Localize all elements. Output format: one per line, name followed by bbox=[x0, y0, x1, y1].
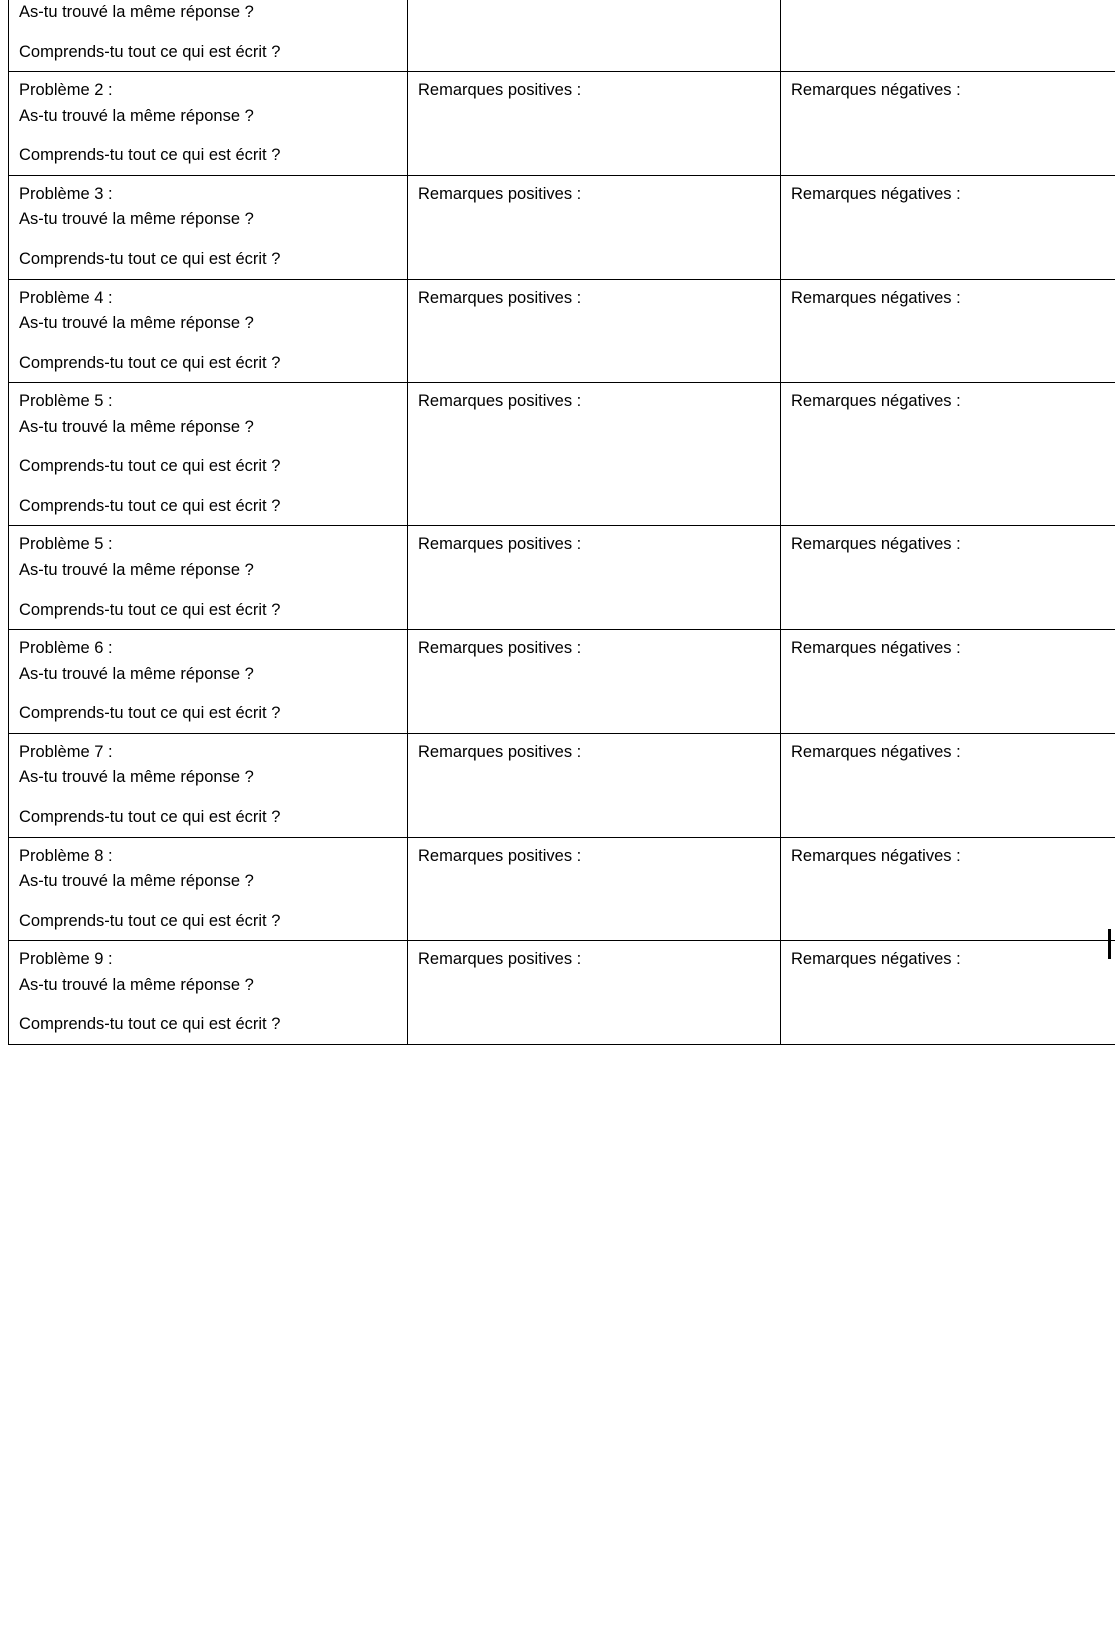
problem-line-understand: Comprends-tu tout ce qui est écrit ? bbox=[19, 457, 281, 476]
negative-remarks-cell[interactable] bbox=[781, 0, 1115, 72]
spacer bbox=[19, 337, 397, 351]
negative-remarks-label: Remarques négatives : bbox=[791, 950, 961, 969]
spacer bbox=[19, 233, 397, 247]
problem-cell bbox=[9, 526, 408, 630]
problem-title: Problème 8 : bbox=[19, 846, 113, 865]
negative-remarks-label: Remarques négatives : bbox=[791, 184, 961, 203]
negative-remarks-cell[interactable] bbox=[781, 733, 1115, 837]
problem-title: Problème 2 : bbox=[19, 81, 113, 100]
spacer bbox=[19, 687, 397, 701]
negative-remarks-cell[interactable] bbox=[781, 837, 1115, 941]
spacer bbox=[19, 129, 397, 143]
problem-title: Problème 7 : bbox=[19, 742, 113, 761]
problem-cell bbox=[9, 630, 408, 734]
problem-line-understand: Comprends-tu tout ce qui est écrit ? bbox=[19, 249, 281, 268]
table-row bbox=[9, 175, 1115, 279]
negative-remarks-label: Remarques négatives : bbox=[791, 742, 961, 761]
problem-line-understand: Comprends-tu tout ce qui est écrit ? bbox=[19, 42, 281, 61]
problem-cell bbox=[9, 72, 408, 176]
positive-remarks-cell[interactable] bbox=[408, 72, 781, 176]
table-row bbox=[9, 279, 1115, 383]
negative-remarks-cell[interactable] bbox=[781, 630, 1115, 734]
worksheet-table-body bbox=[9, 0, 1115, 1044]
problem-line-understand: Comprends-tu tout ce qui est écrit ? bbox=[19, 911, 281, 930]
positive-remarks-cell[interactable] bbox=[408, 941, 781, 1045]
spacer bbox=[19, 480, 397, 494]
negative-remarks-label: Remarques négatives : bbox=[791, 288, 961, 307]
problem-line-same-answer: As-tu trouvé la même réponse ? bbox=[19, 975, 254, 994]
positive-remarks-label: Remarques positives : bbox=[418, 742, 582, 761]
positive-remarks-cell[interactable] bbox=[408, 0, 781, 72]
spacer bbox=[19, 440, 397, 454]
table-row bbox=[9, 72, 1115, 176]
positive-remarks-label: Remarques positives : bbox=[418, 950, 582, 969]
page-edge-marker bbox=[1108, 929, 1111, 959]
problem-cell bbox=[9, 733, 408, 837]
problem-title: Problème 9 : bbox=[19, 950, 113, 969]
table-row bbox=[9, 630, 1115, 734]
negative-remarks-cell[interactable] bbox=[781, 383, 1115, 526]
problem-title: Problème 4 : bbox=[19, 288, 113, 307]
problem-cell bbox=[9, 383, 408, 526]
negative-remarks-label: Remarques négatives : bbox=[791, 846, 961, 865]
negative-remarks-cell[interactable] bbox=[781, 941, 1115, 1045]
problem-line-same-answer: As-tu trouvé la même réponse ? bbox=[19, 872, 254, 891]
negative-remarks-label: Remarques négatives : bbox=[791, 81, 961, 100]
positive-remarks-label: Remarques positives : bbox=[418, 846, 582, 865]
positive-remarks-cell[interactable] bbox=[408, 279, 781, 383]
positive-remarks-cell[interactable] bbox=[408, 383, 781, 526]
problem-title: Problème 6 : bbox=[19, 639, 113, 658]
problem-cell bbox=[9, 0, 408, 72]
positive-remarks-cell[interactable] bbox=[408, 526, 781, 630]
problem-line-understand: Comprends-tu tout ce qui est écrit ? bbox=[19, 704, 281, 723]
negative-remarks-cell[interactable] bbox=[781, 526, 1115, 630]
problem-line-understand: Comprends-tu tout ce qui est écrit ? bbox=[19, 353, 281, 372]
problem-cell bbox=[9, 941, 408, 1045]
problem-line-same-answer: As-tu trouvé la même réponse ? bbox=[19, 768, 254, 787]
positive-remarks-cell[interactable] bbox=[408, 837, 781, 941]
positive-remarks-label: Remarques positives : bbox=[418, 81, 582, 100]
problem-cell bbox=[9, 175, 408, 279]
problem-line-same-answer: As-tu trouvé la même réponse ? bbox=[19, 417, 254, 436]
problem-line-understand: Comprends-tu tout ce qui est écrit ? bbox=[19, 1015, 281, 1034]
negative-remarks-cell[interactable] bbox=[781, 279, 1115, 383]
problem-line-same-answer: As-tu trouvé la même réponse ? bbox=[19, 561, 254, 579]
positive-remarks-label: Remarques positives : bbox=[418, 639, 582, 658]
spacer bbox=[19, 791, 397, 805]
table-row bbox=[9, 837, 1115, 941]
problem-line-same-answer: As-tu trouvé la même réponse ? bbox=[19, 314, 254, 333]
table-row bbox=[9, 526, 1115, 630]
problem-line-same-answer: As-tu trouvé la même réponse ? bbox=[19, 106, 254, 125]
problem-line-same-answer: As-tu trouvé la même réponse ? bbox=[19, 664, 254, 683]
worksheet-table bbox=[8, 0, 1115, 1045]
problem-title: Problème 3 : bbox=[19, 184, 113, 203]
positive-remarks-cell[interactable] bbox=[408, 175, 781, 279]
problem-cell bbox=[9, 279, 408, 383]
problem-line-understand: Comprends-tu tout ce qui est écrit ? bbox=[19, 807, 281, 826]
problem-line-same-answer: As-tu trouvé la même réponse ? bbox=[19, 210, 254, 229]
positive-remarks-label: Remarques positives : bbox=[418, 184, 582, 203]
spacer bbox=[19, 26, 397, 40]
table-row bbox=[9, 941, 1115, 1045]
problem-cell bbox=[9, 837, 408, 941]
negative-remarks-cell[interactable] bbox=[781, 72, 1115, 176]
spacer bbox=[19, 584, 397, 598]
table-row bbox=[9, 733, 1115, 837]
problem-line-same-answer: As-tu trouvé la même réponse ? bbox=[19, 3, 254, 21]
problem-title: Problème 5 : bbox=[19, 535, 113, 554]
positive-remarks-label: Remarques positives : bbox=[418, 288, 582, 307]
spacer bbox=[19, 998, 397, 1012]
negative-remarks-label: Remarques négatives : bbox=[791, 535, 961, 554]
problem-line-understand: Comprends-tu tout ce qui est écrit ? bbox=[19, 600, 281, 619]
problem-line-understand-repeat: Comprends-tu tout ce qui est écrit ? bbox=[19, 496, 281, 515]
positive-remarks-cell[interactable] bbox=[408, 733, 781, 837]
negative-remarks-label: Remarques négatives : bbox=[791, 639, 961, 658]
positive-remarks-label: Remarques positives : bbox=[418, 392, 582, 411]
negative-remarks-label: Remarques négatives : bbox=[791, 392, 961, 411]
problem-title: Problème 5 : bbox=[19, 392, 113, 411]
negative-remarks-cell[interactable] bbox=[781, 175, 1115, 279]
positive-remarks-cell[interactable] bbox=[408, 630, 781, 734]
positive-remarks-label: Remarques positives : bbox=[418, 535, 582, 554]
problem-line-understand: Comprends-tu tout ce qui est écrit ? bbox=[19, 146, 281, 165]
table-row bbox=[9, 383, 1115, 526]
table-row bbox=[9, 0, 1115, 72]
spacer bbox=[19, 895, 397, 909]
